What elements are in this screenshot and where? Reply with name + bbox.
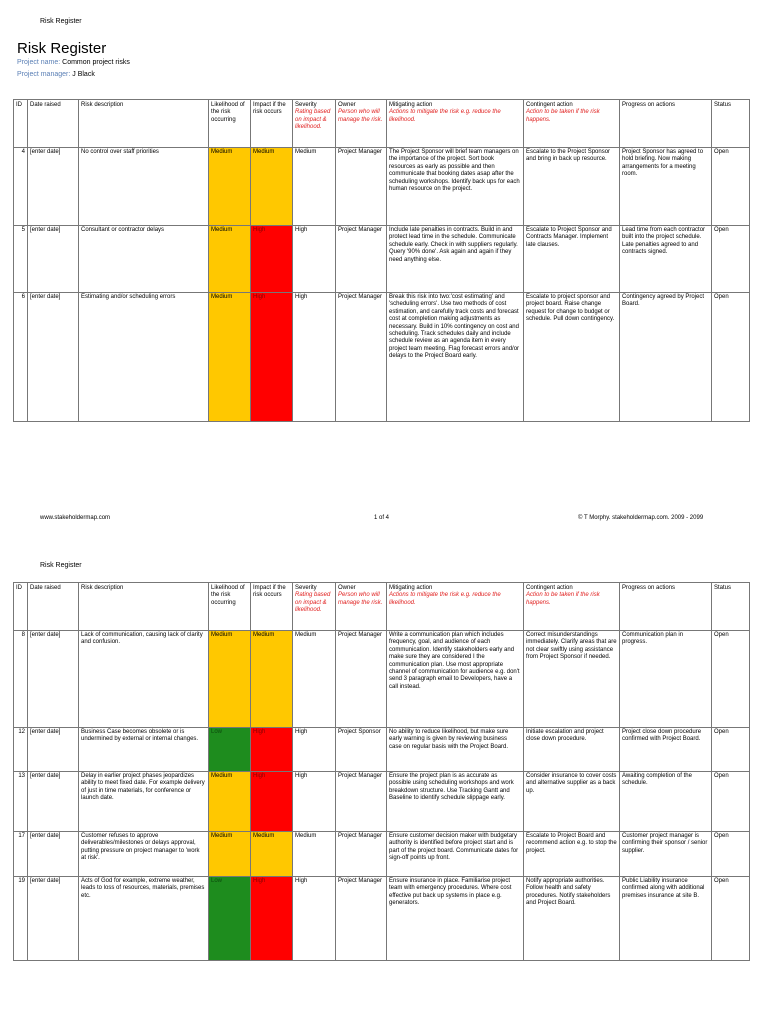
- footer-page-number: 1 of 4: [374, 515, 390, 521]
- risk-table-page2: [13, 582, 750, 961]
- mitigating-label: Mitigating action: [389, 585, 433, 591]
- cell-contingent-action: Escalate to Project Sponsor and Contracts Manager. Implement late clauses.: [524, 226, 620, 293]
- cell-likelihood: Low: [209, 877, 251, 961]
- cell-id: 6: [14, 293, 28, 422]
- cell-contingent-action: Consider insurance to cover costs and alternative supplier as a back up.: [524, 772, 620, 832]
- project-name-label: Project name:: [17, 59, 61, 66]
- cell-likelihood: Medium: [209, 293, 251, 422]
- cell-contingent-action: Escalate to project sponsor and project board. Raise change request for change to budget or schedule. Pull down contingency.: [524, 293, 620, 422]
- cell-date-raised: [enter date]: [28, 728, 79, 772]
- project-manager: [17, 71, 95, 78]
- col-owner: [336, 583, 387, 631]
- cell-risk-description: Business Case becomes obsolete or is undermined by external or internal changes.: [79, 728, 209, 772]
- cell-severity: High: [293, 877, 336, 961]
- table-row: [14, 772, 750, 832]
- table-header-row: [14, 583, 750, 631]
- cell-progress: Project close down procedure confirmed with Project Board.: [620, 728, 712, 772]
- cell-impact: Medium: [251, 631, 293, 728]
- cell-severity: High: [293, 226, 336, 293]
- cell-status: Open: [712, 226, 750, 293]
- cell-severity: High: [293, 772, 336, 832]
- mitigating-label: Mitigating action: [389, 102, 433, 108]
- cell-impact: High: [251, 226, 293, 293]
- cell-date-raised: [enter date]: [28, 772, 79, 832]
- cell-status: Open: [712, 728, 750, 772]
- col-likelihood: Likelihood of the risk occurring: [209, 583, 251, 631]
- cell-mitigating-action: Write a communication plan which includes frequency, goal, and audience of each communication. Identify stakeholders early and make sure they are considered I the communication plan. Use most appropriate channel of communication for audience e.g. don't send 3 paragraph email to Developers, have a call instead.: [387, 631, 524, 728]
- table-row: [14, 631, 750, 728]
- contingent-label: Contingent action: [526, 585, 573, 591]
- table-header-row: [14, 100, 750, 148]
- cell-mitigating-action: Break this risk into two:'cost estimating' and 'scheduling errors'. Use two methods of cost estimation, and carefully track costs and forecast cost at completion making adjustments as necessary. Build in 10% contingency on cost and scheduling. Track schedules daily and include schedule review as an agenda item in every project team meeting. Flag forecast errors and/or delays to the Project Board early.: [387, 293, 524, 422]
- cell-progress: Project Sponsor has agreed to hold briefing. Now making arrangements for a meeting room.: [620, 148, 712, 226]
- col-progress: Progress on actions: [620, 583, 712, 631]
- cell-id: 8: [14, 631, 28, 728]
- cell-date-raised: [enter date]: [28, 832, 79, 877]
- cell-progress: Contingency agreed by Project Board.: [620, 293, 712, 422]
- owner-hint: Person who will manage the risk.: [338, 109, 383, 123]
- cell-owner: Project Manager: [336, 832, 387, 877]
- col-id: ID: [14, 583, 28, 631]
- cell-likelihood: Low: [209, 728, 251, 772]
- owner-label: Owner: [338, 585, 356, 591]
- col-contingent: [524, 583, 620, 631]
- cell-owner: Project Manager: [336, 148, 387, 226]
- cell-date-raised: [enter date]: [28, 631, 79, 728]
- cell-owner: Project Manager: [336, 772, 387, 832]
- col-mitigating: [387, 100, 524, 148]
- running-header: Risk Register: [40, 18, 82, 25]
- cell-impact: High: [251, 728, 293, 772]
- col-id: ID: [14, 100, 28, 148]
- col-status: Status: [712, 583, 750, 631]
- cell-progress: Public Liability insurance confirmed along with additional premises insurance at site B.: [620, 877, 712, 961]
- table-row: [14, 293, 750, 422]
- mitigating-hint: Actions to mitigate the risk e.g. reduce the likelihood.: [389, 109, 501, 123]
- cell-mitigating-action: No ability to reduce likelihood, but make sure early warning is given by reviewing business case on regular basis with the Project Board.: [387, 728, 524, 772]
- col-owner: [336, 100, 387, 148]
- cell-contingent-action: Escalate to the Project Sponsor and bring in back up resource.: [524, 148, 620, 226]
- risk-table-page1: [13, 99, 750, 422]
- contingent-hint: Action to be taken if the risk happens.: [526, 592, 600, 606]
- col-date-raised: Date raised: [28, 583, 79, 631]
- col-progress: Progress on actions: [620, 100, 712, 148]
- cell-owner: Project Manager: [336, 293, 387, 422]
- mitigating-hint: Actions to mitigate the risk e.g. reduce the likelihood.: [389, 592, 501, 606]
- severity-hint: Rating based on impact & likelihood.: [295, 109, 331, 131]
- project-manager-label: Project manager:: [17, 71, 71, 78]
- cell-impact: High: [251, 772, 293, 832]
- col-risk-description: Risk description: [79, 100, 209, 148]
- cell-owner: Project Manager: [336, 226, 387, 293]
- cell-likelihood: Medium: [209, 772, 251, 832]
- severity-label: Severity: [295, 585, 317, 591]
- severity-hint: Rating based on impact & likelihood.: [295, 592, 331, 614]
- cell-impact: Medium: [251, 832, 293, 877]
- cell-risk-description: Delay in earlier project phases jeopardizes ability to meet fixed date. For example delivery of just in time materials, for conference or launch date.: [79, 772, 209, 832]
- cell-progress: Customer project manager is confirming their sponsor / senior supplier.: [620, 832, 712, 877]
- cell-status: Open: [712, 148, 750, 226]
- cell-id: 19: [14, 877, 28, 961]
- cell-contingent-action: Escalate to Project Board and recommend action e.g. to stop the project.: [524, 832, 620, 877]
- cell-risk-description: Consultant or contractor delays: [79, 226, 209, 293]
- col-contingent: [524, 100, 620, 148]
- project-manager-value: J Black: [72, 71, 95, 78]
- cell-status: Open: [712, 631, 750, 728]
- col-risk-description: Risk description: [79, 583, 209, 631]
- cell-mitigating-action: Include late penalties in contracts. Build in and protect lead time in the schedule. Communicate schedule early. Check in with suppliers regularly. Query '90% done'. Ask again and again if they need anything else.: [387, 226, 524, 293]
- cell-owner: Project Manager: [336, 631, 387, 728]
- contingent-label: Contingent action: [526, 102, 573, 108]
- cell-id: 5: [14, 226, 28, 293]
- footer-website: www.stakeholdermap.com: [40, 515, 111, 521]
- cell-status: Open: [712, 772, 750, 832]
- cell-date-raised: [enter date]: [28, 877, 79, 961]
- cell-severity: Medium: [293, 148, 336, 226]
- cell-severity: Medium: [293, 832, 336, 877]
- cell-contingent-action: Correct misunderstandings immediately. Clarify areas that are not clear swiftly using assistance from Project Sponsor if needed.: [524, 631, 620, 728]
- cell-id: 12: [14, 728, 28, 772]
- cell-contingent-action: Notify appropriate authorities. Follow health and safety procedures. Notify stakeholders and Project Board.: [524, 877, 620, 961]
- project-name-value: Common project risks: [62, 59, 130, 66]
- cell-impact: Medium: [251, 148, 293, 226]
- cell-mitigating-action: Ensure customer decision maker with budgetary authority is identified before project start and is part of the project board. Communicate dates for sign-off points up front.: [387, 832, 524, 877]
- cell-impact: High: [251, 293, 293, 422]
- cell-risk-description: Estimating and/or scheduling errors: [79, 293, 209, 422]
- table-row: [14, 148, 750, 226]
- col-severity: [293, 100, 336, 148]
- severity-label: Severity: [295, 102, 317, 108]
- col-date-raised: Date raised: [28, 100, 79, 148]
- cell-date-raised: [enter date]: [28, 148, 79, 226]
- footer-copyright: © T Morphy. stakeholdermap.com. 2009 - 2099: [578, 515, 704, 521]
- cell-risk-description: No control over staff priorities: [79, 148, 209, 226]
- owner-label: Owner: [338, 102, 356, 108]
- page-title: Risk Register: [17, 40, 107, 57]
- cell-risk-description: Customer refuses to approve deliverables/milestones or delays approval, putting pressure on project manager to 'work at risk'.: [79, 832, 209, 877]
- cell-likelihood: Medium: [209, 148, 251, 226]
- cell-severity: High: [293, 293, 336, 422]
- cell-impact: High: [251, 877, 293, 961]
- col-mitigating: [387, 583, 524, 631]
- cell-owner: Project Manager: [336, 877, 387, 961]
- col-impact: Impact if the risk occurs: [251, 583, 293, 631]
- cell-risk-description: Acts of God for example, extreme weather, leads to loss of resources, materials, premises etc.: [79, 877, 209, 961]
- col-status: Status: [712, 100, 750, 148]
- cell-status: Open: [712, 293, 750, 422]
- table-row: [14, 226, 750, 293]
- cell-severity: High: [293, 728, 336, 772]
- cell-id: 13: [14, 772, 28, 832]
- cell-likelihood: Medium: [209, 226, 251, 293]
- cell-progress: Communication plan in progress.: [620, 631, 712, 728]
- cell-date-raised: [enter date]: [28, 293, 79, 422]
- cell-mitigating-action: The Project Sponsor will brief team managers on the importance of the project. Sort book resources as early as possible and then communicate that booking dates asap after the scheduling workshops. Identify back ups for each human resource on the project.: [387, 148, 524, 226]
- table-row: [14, 728, 750, 772]
- cell-date-raised: [enter date]: [28, 226, 79, 293]
- cell-severity: Medium: [293, 631, 336, 728]
- col-impact: Impact if the risk occurs: [251, 100, 293, 148]
- col-likelihood: Likelihood of the risk occurring: [209, 100, 251, 148]
- cell-status: Open: [712, 877, 750, 961]
- cell-likelihood: Medium: [209, 832, 251, 877]
- cell-progress: Awaiting completion of the schedule.: [620, 772, 712, 832]
- cell-status: Open: [712, 832, 750, 877]
- cell-owner: Project Sponsor: [336, 728, 387, 772]
- cell-likelihood: Medium: [209, 631, 251, 728]
- table-row: [14, 877, 750, 961]
- running-header-page2: Risk Register: [40, 562, 82, 569]
- cell-mitigating-action: Ensure the project plan is as accurate as possible using scheduling workshops and work breakdown structure. Use Tracking Gantt and Baseline to identify schedule slippage early.: [387, 772, 524, 832]
- cell-mitigating-action: Ensure insurance in place. Familiarise project team with emergency procedures. Where cost effective put back up systems in place e.g. generators.: [387, 877, 524, 961]
- cell-risk-description: Lack of communication, causing lack of clarity and confusion.: [79, 631, 209, 728]
- col-severity: [293, 583, 336, 631]
- owner-hint: Person who will manage the risk.: [338, 592, 383, 606]
- cell-id: 4: [14, 148, 28, 226]
- project-name: [17, 59, 130, 66]
- cell-progress: Lead time from each contractor built into the project schedule. Late penalties agreed to and contracts signed.: [620, 226, 712, 293]
- contingent-hint: Action to be taken if the risk happens.: [526, 109, 600, 123]
- cell-id: 17: [14, 832, 28, 877]
- cell-contingent-action: Initiate escalation and project close down procedure.: [524, 728, 620, 772]
- table-row: [14, 832, 750, 877]
